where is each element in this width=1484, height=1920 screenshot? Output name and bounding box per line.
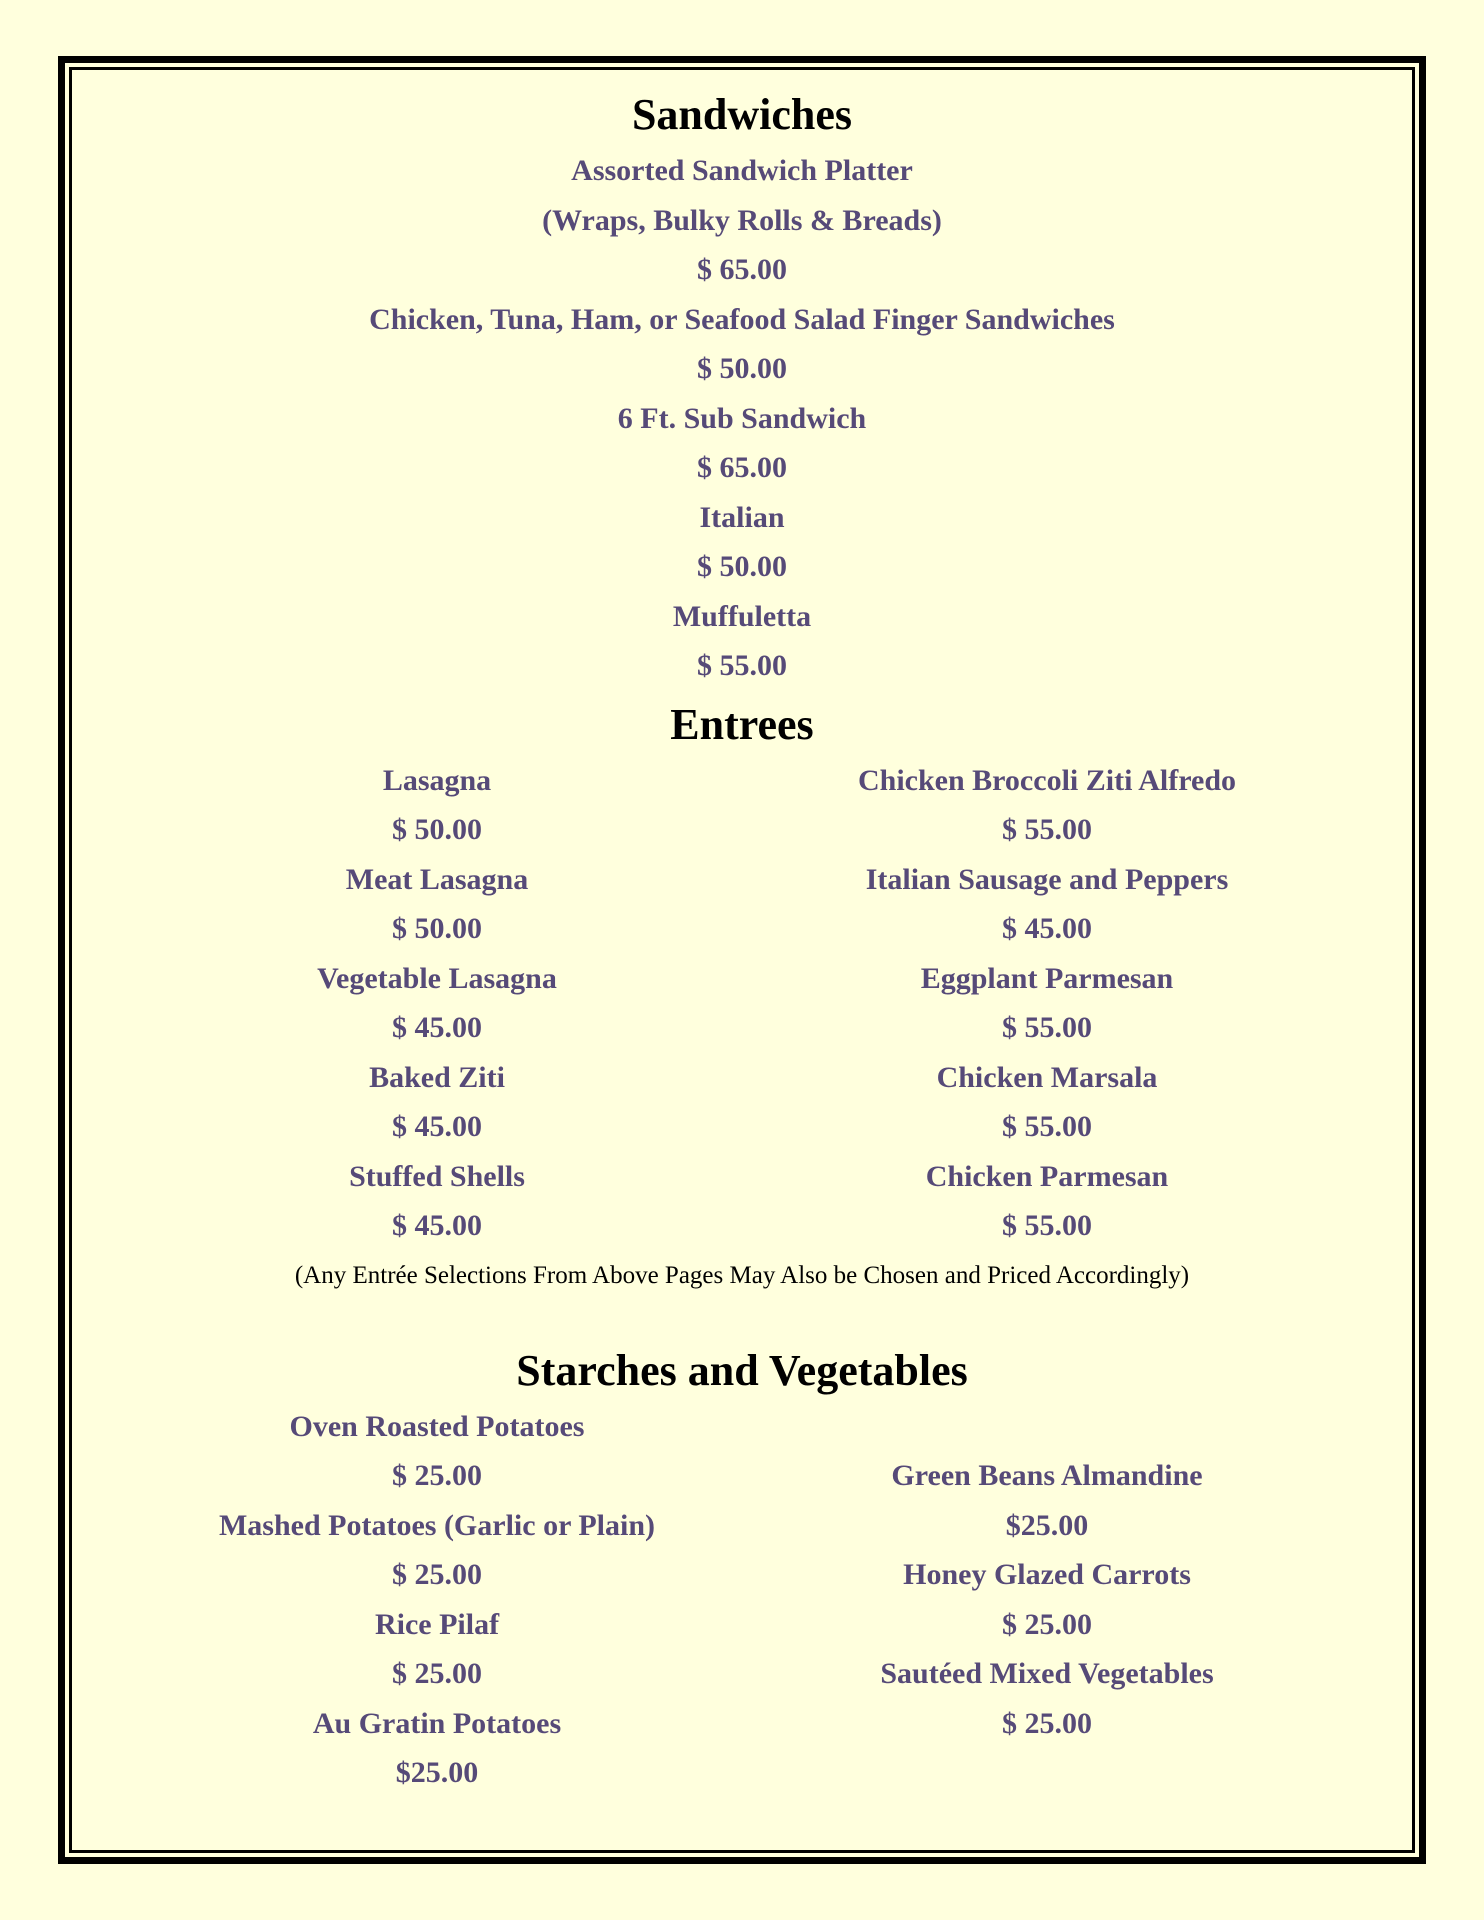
- entree-note: (Any Entrée Selections From Above Pages May Also be Chosen and Priced Accordingly): [294, 1262, 1190, 1289]
- entrees-heading: Entrees: [670, 700, 814, 749]
- entree-name: Italian Sausage and Peppers: [865, 863, 1229, 896]
- entree-price: $ 50.00: [392, 912, 482, 945]
- starch-name: Oven Roasted Potatoes: [289, 1410, 585, 1443]
- vegetable-price: $ 25.00: [1002, 1707, 1092, 1740]
- entree-name: Chicken Marsala: [936, 1061, 1158, 1094]
- starch-price: $ 25.00: [392, 1558, 482, 1591]
- sandwich-item-detail: (Wraps, Bulky Rolls & Breads): [542, 204, 942, 237]
- vegetable-price: $ 25.00: [1002, 1608, 1092, 1641]
- entree-name: Vegetable Lasagna: [317, 962, 557, 995]
- entree-price: $ 55.00: [1002, 1110, 1092, 1143]
- sandwich-item-price: $ 55.00: [697, 649, 787, 682]
- sandwich-item-name: 6 Ft. Sub Sandwich: [617, 402, 867, 435]
- sandwich-item-name: Chicken, Tuna, Ham, or Seafood Salad Finger Sandwiches: [369, 303, 1115, 336]
- entree-price: $ 55.00: [1002, 1011, 1092, 1044]
- sandwich-item-price: $ 50.00: [697, 352, 787, 385]
- sandwich-item-name: Muffuletta: [672, 600, 812, 633]
- starch-price: $25.00: [395, 1756, 479, 1789]
- vegetable-name: Sautéed Mixed Vegetables: [880, 1657, 1214, 1690]
- entree-price: $ 45.00: [1002, 912, 1092, 945]
- sandwich-item-name: Assorted Sandwich Platter: [571, 154, 913, 187]
- entree-name: Chicken Broccoli Ziti Alfredo: [857, 764, 1237, 797]
- vegetable-name: Honey Glazed Carrots: [903, 1558, 1191, 1591]
- entree-price: $ 45.00: [392, 1011, 482, 1044]
- entree-name: Chicken Parmesan: [925, 1160, 1169, 1193]
- starch-name: Rice Pilaf: [374, 1608, 500, 1641]
- entree-price: $ 45.00: [392, 1209, 482, 1242]
- sandwich-item-price: $ 50.00: [697, 550, 787, 583]
- entree-name: Stuffed Shells: [349, 1160, 525, 1193]
- entree-name: Lasagna: [382, 764, 492, 797]
- entree-price: $ 50.00: [392, 813, 482, 846]
- entree-price: $ 55.00: [1002, 813, 1092, 846]
- sandwiches-heading: Sandwiches: [631, 90, 853, 139]
- entree-name: Baked Ziti: [369, 1061, 505, 1094]
- starch-name: Mashed Potatoes (Garlic or Plain): [218, 1509, 656, 1542]
- entree-name: Eggplant Parmesan: [920, 962, 1174, 995]
- starch-name: Au Gratin Potatoes: [312, 1707, 562, 1740]
- starch-price: $ 25.00: [392, 1459, 482, 1492]
- sandwich-item-price: $ 65.00: [697, 451, 787, 484]
- sandwich-item-price: $ 65.00: [697, 253, 787, 286]
- entree-name: Meat Lasagna: [345, 863, 529, 896]
- starches-heading: Starches and Vegetables: [516, 1346, 968, 1395]
- starch-price: $ 25.00: [392, 1657, 482, 1690]
- vegetable-name: Green Beans Almandine: [891, 1459, 1203, 1492]
- vegetable-price: $25.00: [1005, 1509, 1089, 1542]
- entree-price: $ 55.00: [1002, 1209, 1092, 1242]
- sandwich-item-name: Italian: [699, 501, 785, 534]
- entree-price: $ 45.00: [392, 1110, 482, 1143]
